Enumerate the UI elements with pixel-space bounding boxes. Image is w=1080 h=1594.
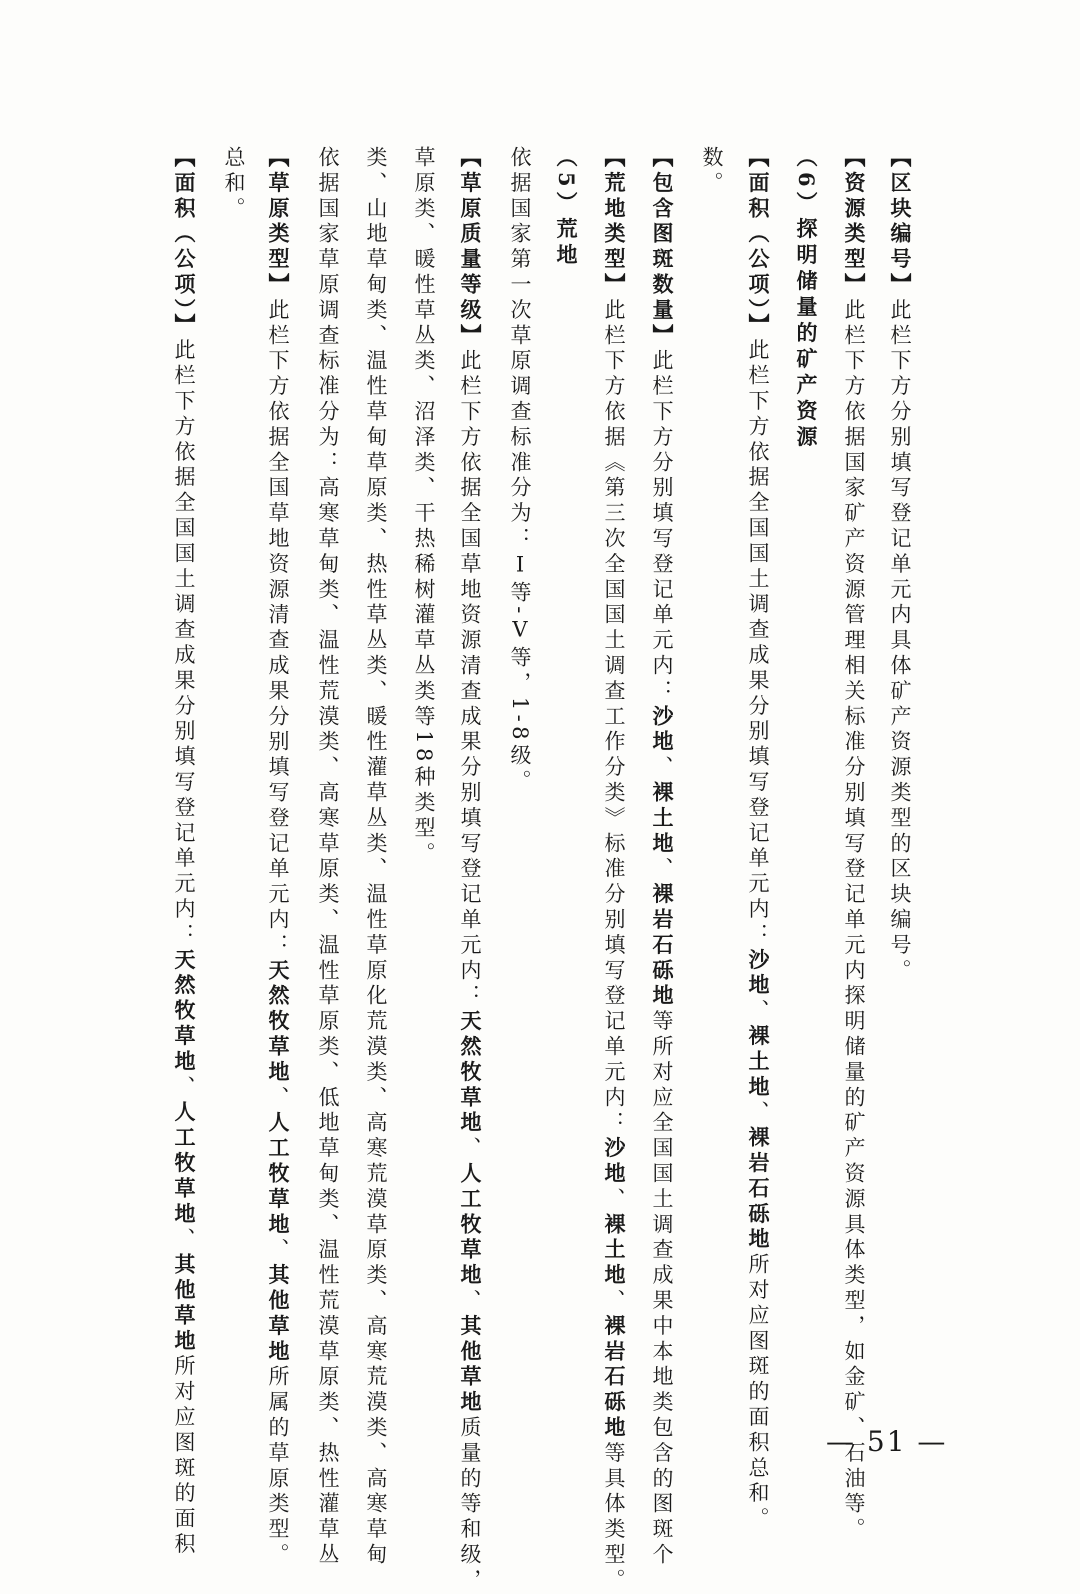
entry-label: 【资源类型】 [842, 146, 867, 299]
text-line: 总和。 [222, 146, 246, 223]
patch-count-entry: 【包含图斑数量】此栏下方分别填写登记单元内：沙地、裸土地、裸岩石砾地等所对应全国国土调查成果中本地类包含的图斑个 [650, 146, 675, 1569]
area-entry-grassland: 【面积（公项）】此栏下方依据全国国土调查成果分别填写登记单元内：天然牧草地、人工牧草地、其他草地所对应图斑的面积 [172, 146, 197, 1558]
entry-label: 【面积（公项）】 [172, 146, 197, 339]
entry-label: 【荒地类型】 [602, 146, 627, 299]
page-number: — 51 — [826, 1425, 948, 1458]
text-line: 依据国家草原调查标准分为：高寒草甸类、温性荒漠类、高寒草原类、温性草原类、低地草甸类、温性荒漠草原类、热性灌草丛 [316, 146, 340, 1569]
resource-type-entry: 【资源类型】此栏下方依据国家矿产资源管理相关标准分别填写登记单元内探明储量的矿产资源具体类型，如金矿、石油等。 [842, 146, 867, 1544]
text-line: 数。 [700, 146, 724, 197]
grassland-quality-entry: 【草原质量等级】此栏下方依据全国草地资源清查成果分别填写登记单元内：天然牧草地、人工牧草地、其他草地质量的等和级， [458, 146, 483, 1594]
text-line: 依据国家第一次草原调查标准分为：Ⅰ等-Ⅴ等，1-8级。 [508, 146, 532, 795]
section-heading-mineral-resources: （6）探明储量的矿产资源 [794, 146, 819, 452]
entry-label: 【草原质量等级】 [458, 146, 483, 350]
text-line: 草原类、暖性草丛类、沼泽类、干热稀树灌草丛类等18种类型。 [412, 146, 436, 868]
block-number-entry: 【区块编号】此栏下方分别填写登记单元内具体矿产资源类型的区块编号。 [888, 146, 913, 985]
entry-label: 【包含图斑数量】 [650, 146, 675, 350]
entry-label: 【草原类型】 [266, 146, 291, 299]
area-entry-wasteland: 【面积（公项）】此栏下方依据全国国土调查成果分别填写登记单元内：沙地、裸土地、裸岩石砾地所对应图斑的面积总和。 [746, 146, 771, 1533]
text-line: 类、山地草甸类、温性草甸草原类、热性草丛类、暖性灌草丛类、温性草原化荒漠类、高寒荒漠草原类、高寒荒漠类、高寒草甸 [364, 146, 388, 1569]
entry-label: 【面积（公项）】 [746, 146, 771, 339]
section-heading-wasteland: （5）荒地 [554, 146, 579, 270]
wasteland-type-entry: 【荒地类型】此栏下方依据《第三次全国国土调查工作分类》标准分别填写登记单元内：沙地、裸土地、裸岩石砾地等具体类型。 [602, 146, 627, 1594]
grassland-type-entry: 【草原类型】此栏下方依据全国草地资源清查成果分别填写登记单元内：天然牧草地、人工牧草地、其他草地所属的草原类型。 [266, 146, 291, 1569]
entry-label: 【区块编号】 [888, 146, 913, 299]
